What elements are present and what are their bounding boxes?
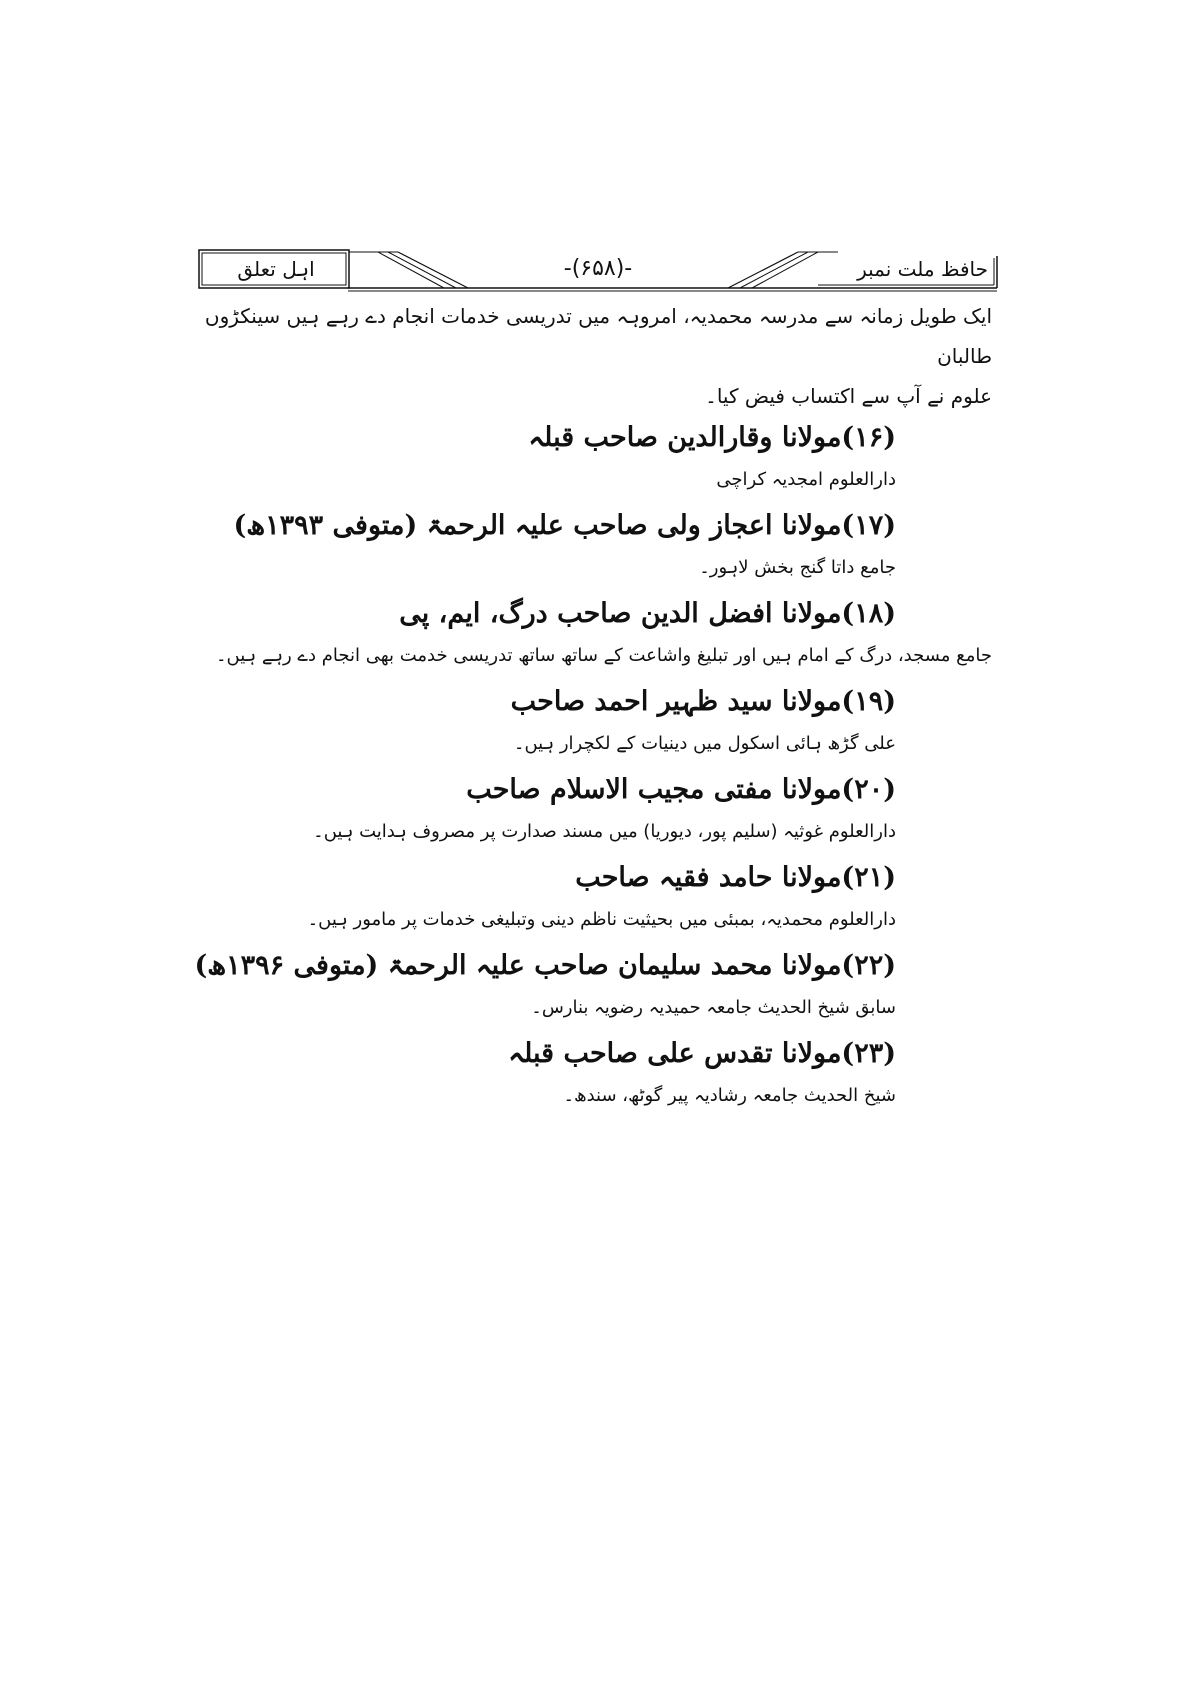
entry-description: جامع مسجد، درگ کے امام ہیں اور تبلیغ واشاعت کے ساتھ ساتھ تدریسی خدمت بھی انجام دے رہے ہیں۔ (215, 645, 992, 666)
intro-line-1: ایک طویل زمانہ سے مدرسہ محمدیہ، امروہہ میں تدریسی خدمات انجام دے رہے ہیں سینکڑوں طالبان (204, 304, 992, 368)
entry-heading: (۲۳)مولانا تقدس علی صاحب قبلہ (508, 1038, 896, 1069)
intro-line-2: علوم نے آپ سے اکتساب فیض کیا۔ (705, 384, 992, 408)
entry-description: سابق شیخ الحدیث جامعہ حمیدیہ رضویہ بنارس۔ (531, 997, 896, 1018)
page-content (192, 296, 992, 1120)
entry-description: علی گڑھ ہائی اسکول میں دینیات کے لکچرار ہیں۔ (513, 733, 896, 754)
entry-23 (192, 1032, 992, 1116)
entry-heading: (۱۸)مولانا افضل الدین صاحب درگ، ایم، پی (399, 598, 896, 629)
entry-description: شیخ الحدیث جامعہ رشادیہ پیر گوٹھ، سندھ۔ (563, 1085, 896, 1106)
header-journal-title: حافظ ملت نمبر (857, 257, 988, 281)
entry-heading: (۲۱)مولانا حامد فقیہ صاحب (575, 862, 896, 893)
entry-heading: (۱۶)مولانا وقارالدین صاحب قبلہ (528, 422, 896, 453)
page-number: -(۶۵۸)- (563, 256, 633, 281)
entry-17 (192, 504, 992, 588)
entry-19 (192, 680, 992, 764)
entry-16 (192, 416, 992, 500)
entry-description: دارالعلوم محمدیہ، بمبئی میں بحیثیت ناظم دینی وتبلیغی خدمات پر مامور ہیں۔ (307, 909, 896, 930)
entry-20 (192, 768, 992, 852)
page-header (198, 248, 998, 292)
header-section-title: اہل تعلق (237, 257, 315, 281)
entry-heading: (۲۰)مولانا مفتی مجیب الاسلام صاحب (466, 774, 896, 805)
entry-description: جامع داتا گنج بخش لاہور۔ (699, 557, 896, 578)
entry-heading: (۱۷)مولانا اعجاز ولی صاحب علیہ الرحمۃ (متوفی ۱۳۹۳ھ) (233, 510, 896, 541)
entry-heading: (۱۹)مولانا سید ظہیر احمد صاحب (510, 686, 896, 717)
entry-description: دارالعلوم غوثیہ (سلیم پور، دیوریا) میں مسند صدارت پر مصروف ہدایت ہیں۔ (313, 821, 896, 842)
entry-description: دارالعلوم امجدیہ کراچی (716, 469, 896, 490)
entry-heading: (۲۲)مولانا محمد سلیمان صاحب علیہ الرحمۃ (متوفی ۱۳۹۶ھ) (194, 950, 896, 981)
entry-22 (192, 944, 992, 1028)
entry-18 (192, 592, 992, 676)
entry-21 (192, 856, 992, 940)
